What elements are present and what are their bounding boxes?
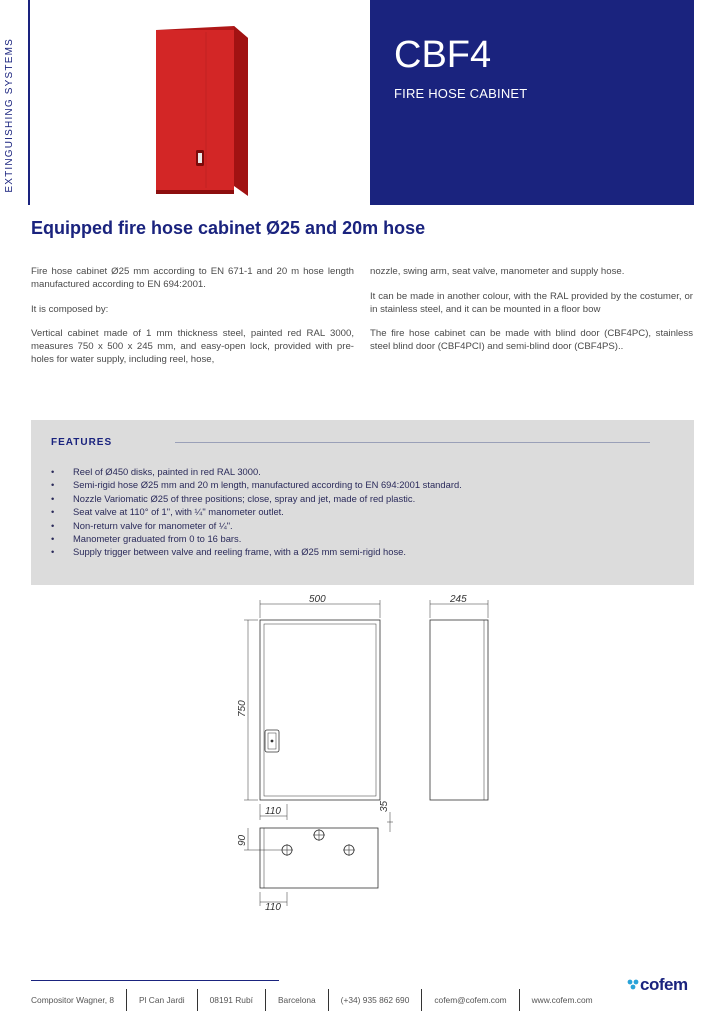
product-subtitle: FIRE HOSE CABINET bbox=[394, 86, 528, 101]
footer-postcode: 08191 Rubí bbox=[197, 989, 265, 1011]
product-code: CBF4 bbox=[394, 34, 492, 76]
dimension-bottom-offset-x: 110 bbox=[265, 902, 281, 913]
features-title: FEATURES bbox=[51, 437, 113, 448]
description-paragraph: It is composed by: bbox=[31, 303, 109, 315]
description-left bbox=[31, 266, 354, 379]
header-panel bbox=[370, 0, 694, 205]
dimension-depth: 245 bbox=[450, 594, 467, 605]
feature-item: • Reel of Ø450 disks, painted in red RAL 3000. bbox=[49, 465, 462, 478]
technical-drawing bbox=[215, 592, 515, 917]
footer-website[interactable]: www.cofem.com bbox=[519, 989, 605, 1011]
features-list bbox=[49, 465, 462, 559]
feature-item: • Seat valve at 110° of 1", with ¼" manometer outlet. bbox=[49, 505, 462, 518]
dimension-width: 500 bbox=[309, 594, 326, 605]
brand-logo bbox=[626, 975, 696, 997]
feature-item: • Manometer graduated from 0 to 16 bars. bbox=[49, 532, 462, 545]
side-label-text: EXTINGUISHING SYSTEMS bbox=[4, 38, 15, 193]
dimension-height: 750 bbox=[237, 700, 248, 717]
dimension-hole-offset-x: 110 bbox=[265, 806, 281, 817]
footer-phone[interactable]: (+34) 935 862 690 bbox=[328, 989, 422, 1011]
description-paragraph: The fire hose cabinet can be made with blind door (CBF4PC), stainless steel blind door (CBF4PCI) and semi-blind door (CBF4PS).. bbox=[370, 328, 693, 353]
logo-text: cofem bbox=[640, 975, 688, 994]
description-paragraph: Fire hose cabinet Ø25 mm according to EN 671-1 and 20 m hose length manufactured according to EN 694:2001. bbox=[31, 266, 354, 290]
description-right bbox=[370, 266, 693, 366]
product-photo bbox=[150, 26, 250, 204]
features-box bbox=[31, 420, 694, 585]
dimension-hole-offset-y: 90 bbox=[237, 834, 248, 846]
description-paragraph: Vertical cabinet made of 1 mm thickness steel, painted red RAL 3000, measures 750 x 500 x 245 mm, and easy-open lock, provided with pre-holes for water supply, including reel, hose, bbox=[31, 328, 354, 365]
footer-area: Pl Can Jardi bbox=[126, 989, 197, 1011]
footer-city: Barcelona bbox=[265, 989, 328, 1011]
footer-divider bbox=[31, 980, 279, 981]
feature-item: • Nozzle Variomatic Ø25 of three positions; close, spray and jet, made of red plastic. bbox=[49, 492, 462, 505]
side-label bbox=[0, 0, 30, 205]
footer-email[interactable]: cofem@cofem.com bbox=[421, 989, 518, 1011]
page-title: Equipped fire hose cabinet Ø25 and 20m hose bbox=[31, 218, 426, 238]
description-paragraph: It can be made in another colour, with the RAL provided by the costumer, or in stainless steel, and it can be mounted in a floor bow bbox=[370, 290, 693, 315]
description-paragraph: nozzle, swing arm, seat valve, manometer and supply hose. bbox=[370, 266, 625, 277]
feature-item: • Non-return valve for manometer of ¼". bbox=[49, 519, 462, 532]
dimension-top-offset: 35 bbox=[379, 800, 390, 812]
feature-item: • Semi-rigid hose Ø25 mm and 20 m length, manufactured according to EN 694:2001 standard. bbox=[49, 478, 462, 491]
footer bbox=[31, 988, 605, 1012]
feature-item: • Supply trigger between valve and reeling frame, with a Ø25 mm semi-rigid hose. bbox=[49, 545, 462, 558]
features-divider bbox=[175, 442, 650, 443]
footer-address: Compositor Wagner, 8 bbox=[31, 995, 115, 1005]
